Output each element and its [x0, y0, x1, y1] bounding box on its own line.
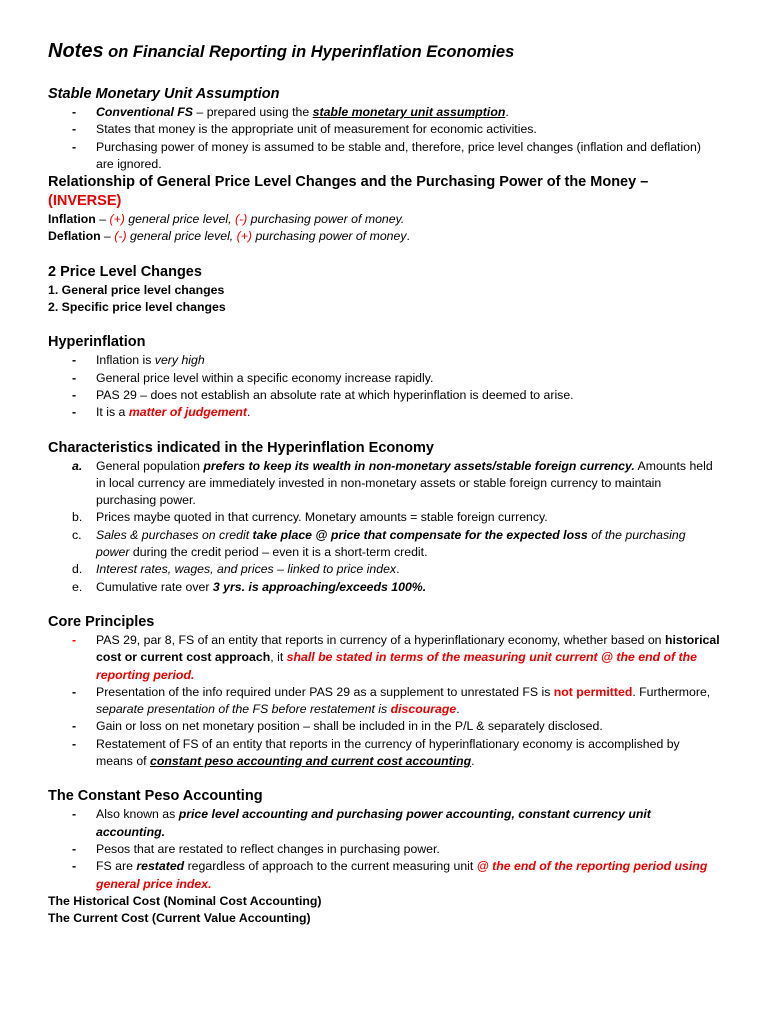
list-item: - PAS 29 – does not establish an absolute rate at which hyperinflation is deemed to arise. — [72, 387, 574, 402]
list-item: - Conventional FS – prepared using the stable monetary unit assumption. — [72, 105, 509, 119]
section-heading-core-principles: Core Principles — [48, 613, 155, 630]
list-item: c. Sales & purchases on credit take place @ price that compensate for the expected loss of the purchasing power during the credit period – even it is a short-term credit. — [72, 527, 686, 560]
list-item: a. General population prefers to keep its wealth in non-monetary assets/stable foreign currency. Amounts held in local currency are immediately invested in non-monetary assets or stable foreign currency to maintain purchasing power. — [72, 458, 713, 508]
constant-peso-list — [48, 806, 720, 892]
list-item: d. Interest rates, wages, and prices – linked to price index. — [72, 562, 400, 577]
current-cost-line: The Current Cost (Current Value Accounting) — [48, 911, 311, 926]
list-item: b. Prices maybe quoted in that currency. Monetary amounts = stable foreign currency. — [72, 510, 548, 525]
list-item: - States that money is the appropriate unit of measurement for economic activities. — [72, 122, 537, 137]
list-item: - Restatement of FS of an entity that reports in the currency of hyperinflationary economy is accomplished by means of constant peso accounting and current cost accounting. — [72, 736, 680, 769]
section-heading-constant-peso: The Constant Peso Accounting — [48, 788, 263, 805]
list-item: 1. General price level changes — [48, 282, 225, 297]
list-item: - It is a matter of judgement. — [72, 405, 251, 420]
core-principles-list — [48, 632, 720, 770]
list-item: - FS are restated regardless of approach to the current measuring unit @ the end of the reporting period using general price index. — [72, 859, 708, 891]
list-item: e. Cumulative rate over 3 yrs. is approaching/exceeds 100%. — [72, 579, 427, 594]
historical-cost-line: The Historical Cost (Nominal Cost Accounting) — [48, 893, 322, 908]
list-item: - Gain or loss on net monetary position – shall be included in in the P/L & separately disclosed. — [72, 719, 603, 734]
list-item: - Inflation is very high — [72, 353, 205, 368]
list-item: - General price level within a specific economy increase rapidly. — [72, 370, 434, 385]
list-item: - Purchasing power of money is assumed to be stable and, therefore, price level changes (inflation and deflation) are ignored. — [72, 139, 701, 171]
inflation-line: Inflation – (+) general price level, (-) purchasing power of money. — [48, 212, 405, 227]
page-title: Notes on Financial Reporting in Hyperinflation Economies — [48, 40, 515, 62]
section-heading-relationship: Relationship of General Price Level Changes and the Purchasing Power of the Money – (INVERSE) — [48, 174, 649, 210]
list-item: - PAS 29, par 8, FS of an entity that reports in currency of a hyperinflationary economy, whether based on historical cost or current cost approach, it shall be stated in terms of the measuring unit current @ the end of the reporting period. — [72, 632, 720, 682]
smu-list — [48, 104, 720, 173]
section-heading-smu: Stable Monetary Unit Assumption — [48, 86, 280, 102]
deflation-line: Deflation – (-) general price level, (+) purchasing power of money. — [48, 229, 410, 244]
section-heading-characteristics: Characteristics indicated in the Hyperinflation Economy — [48, 439, 434, 456]
section-heading-price-level-changes: 2 Price Level Changes — [48, 263, 202, 280]
list-item: 2. Specific price level changes — [48, 300, 226, 315]
list-item: - Presentation of the info required under PAS 29 as a supplement to unrestated FS is not permitted. Furthermore, separate presentation of the FS before restatement is discourage. — [72, 684, 711, 717]
section-heading-hyperinflation: Hyperinflation — [48, 334, 146, 351]
list-item: - Pesos that are restated to reflect changes in purchasing power. — [72, 841, 440, 856]
characteristics-list — [48, 458, 720, 596]
hyperinflation-list — [48, 352, 720, 421]
list-item: - Also known as price level accounting and purchasing power accounting, constant currency unit accounting. — [72, 807, 651, 839]
